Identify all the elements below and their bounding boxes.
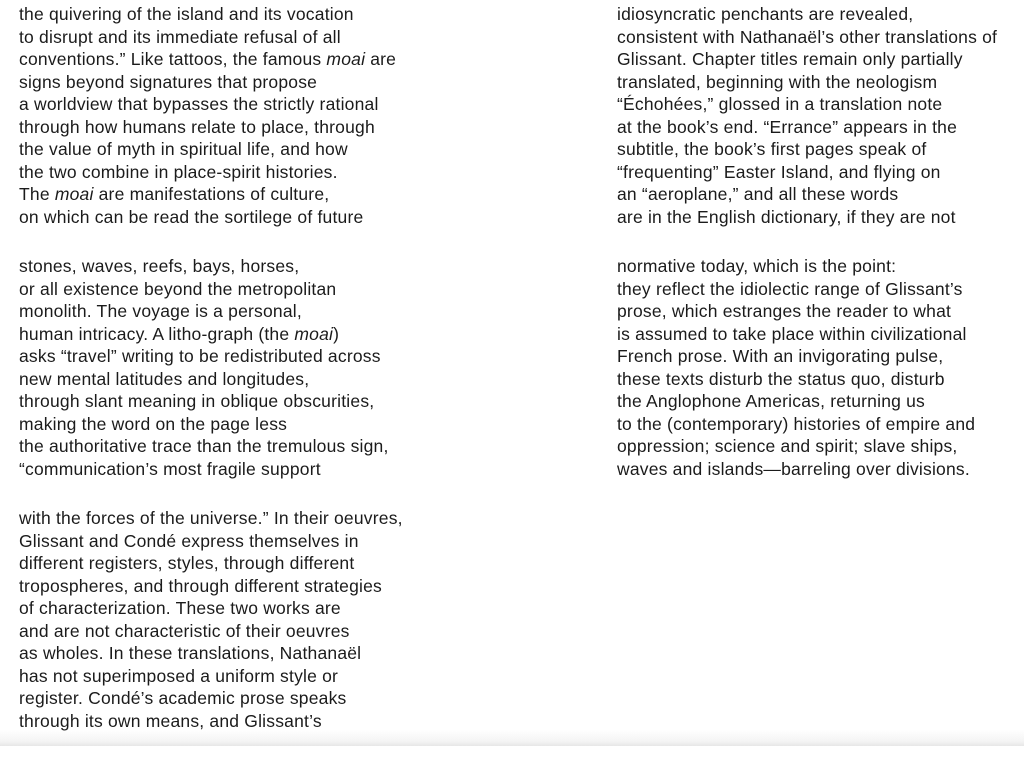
text-segment: the authoritative trace than the tremulous sign, <box>19 436 389 456</box>
text-line <box>19 435 594 458</box>
text-line <box>617 323 1017 346</box>
text-line <box>19 620 594 643</box>
text-segment: the two combine in place-spirit histories. <box>19 161 338 182</box>
text-segment: a worldview that bypasses the strictly rational <box>19 94 379 114</box>
text-line <box>617 161 1017 184</box>
text-line <box>19 161 594 184</box>
text-line <box>19 507 594 530</box>
text-segment: signs beyond signatures that propose <box>19 71 318 92</box>
text-segment: normative today, which is the point: <box>617 256 897 276</box>
text-line <box>19 183 594 206</box>
text-segment: monolith. The voyage is a personal, <box>19 301 302 321</box>
text-line <box>19 323 594 346</box>
stanza <box>19 3 594 228</box>
text-line <box>19 206 594 229</box>
text-column-right <box>617 3 1017 507</box>
text-line <box>617 26 1017 49</box>
text-line <box>19 642 594 665</box>
text-segment: Glissant. Chapter titles remain only partially <box>617 49 963 69</box>
text-line <box>19 278 594 301</box>
text-segment: an “aeroplane,” and all these words <box>617 184 899 204</box>
text-segment: with the forces of the universe.” In their oeuvres, <box>19 508 403 528</box>
stanza <box>19 255 594 480</box>
text-segment: oppression; science and spirit; slave ships, <box>617 436 958 456</box>
text-line <box>19 93 594 116</box>
text-segment: the Anglophone Americas, returning us <box>617 391 926 411</box>
text-line <box>617 116 1017 139</box>
text-segment: making the word on the page less <box>19 413 288 434</box>
text-segment: prose, which estranges the reader to what <box>617 301 952 321</box>
text-line <box>19 552 594 575</box>
text-segment: as wholes. In these translations, Nathanaël <box>19 643 362 663</box>
text-line <box>617 345 1017 368</box>
text-line <box>19 255 594 278</box>
text-segment: tropospheres, and through different strategies <box>19 575 382 596</box>
text-segment: has not superimposed a uniform style or <box>19 665 339 686</box>
text-segment: “frequenting” Easter Island, and flying on <box>617 161 941 182</box>
text-segment: and are not characteristic of their oeuvres <box>19 620 350 641</box>
text-line <box>617 278 1017 301</box>
text-line <box>617 390 1017 413</box>
text-line <box>19 26 594 49</box>
text-segment: on which can be read the sortilege of future <box>19 206 364 227</box>
text-line <box>617 435 1017 458</box>
text-line <box>617 71 1017 94</box>
text-line <box>617 458 1017 481</box>
italic-text-segment: moai <box>294 323 334 344</box>
text-line <box>617 413 1017 436</box>
italic-text-segment: moai <box>326 49 366 69</box>
italic-text-segment: moai <box>54 184 94 204</box>
stanza <box>617 3 1017 228</box>
text-segment: they reflect the idiolectic range of Glissant’s <box>617 278 963 299</box>
text-segment: stones, waves, reefs, bays, horses, <box>19 256 300 276</box>
text-line <box>19 687 594 710</box>
text-segment: the quivering of the island and its vocation <box>19 4 354 24</box>
text-line <box>19 48 594 71</box>
text-line <box>19 390 594 413</box>
text-segment: subtitle, the book’s first pages speak of <box>617 139 927 159</box>
text-segment: Glissant and Condé express themselves in <box>19 530 359 551</box>
text-segment: of characterization. These two works are <box>19 598 341 618</box>
text-segment: new mental latitudes and longitudes, <box>19 368 310 389</box>
text-segment: “communication’s most fragile support <box>19 458 321 479</box>
text-segment: at the book’s end. “Errance” appears in the <box>617 116 958 137</box>
text-line <box>617 300 1017 323</box>
text-line <box>19 530 594 553</box>
text-line <box>19 345 594 368</box>
text-line <box>617 255 1017 278</box>
text-segment: human intricacy. A litho-graph (the <box>19 323 295 344</box>
text-segment: or all existence beyond the metropolitan <box>19 278 337 299</box>
text-segment: ) <box>333 323 340 344</box>
text-segment: consistent with Nathanaël’s other translations of <box>617 26 998 47</box>
text-line <box>617 138 1017 161</box>
text-line <box>19 116 594 139</box>
text-segment: asks “travel” writing to be redistributed across <box>19 346 381 366</box>
text-line <box>19 413 594 436</box>
text-segment: conventions.” Like tattoos, the famous <box>19 49 327 69</box>
text-column-left <box>19 3 594 759</box>
text-line <box>617 368 1017 391</box>
text-segment: idiosyncratic penchants are revealed, <box>617 4 914 24</box>
text-line <box>617 3 1017 26</box>
text-line <box>19 665 594 688</box>
text-segment: the value of myth in spiritual life, and how <box>19 139 348 159</box>
text-segment: waves and islands—barreling over divisions. <box>617 458 970 479</box>
stanza <box>19 507 594 732</box>
text-segment: through how humans relate to place, through <box>19 116 375 137</box>
text-segment: these texts disturb the status quo, disturb <box>617 368 945 389</box>
text-line <box>19 138 594 161</box>
text-segment: register. Condé’s academic prose speaks <box>19 688 347 708</box>
text-segment: translated, beginning with the neologism <box>617 71 938 92</box>
text-segment: through slant meaning in oblique obscurities, <box>19 391 375 411</box>
text-line <box>617 183 1017 206</box>
text-line <box>617 206 1017 229</box>
text-line <box>19 597 594 620</box>
text-segment: different registers, styles, through different <box>19 553 355 573</box>
text-line <box>617 93 1017 116</box>
text-line <box>19 368 594 391</box>
text-segment: The <box>19 184 55 204</box>
text-line <box>19 300 594 323</box>
text-segment: to the (contemporary) histories of empire and <box>617 413 976 434</box>
text-line <box>19 710 594 733</box>
text-line <box>19 458 594 481</box>
text-segment: are manifestations of culture, <box>93 184 330 204</box>
text-segment: is assumed to take place within civilizational <box>617 323 967 344</box>
text-segment: through its own means, and Glissant’s <box>19 710 322 731</box>
text-segment: French prose. With an invigorating pulse, <box>617 346 944 366</box>
text-segment: are <box>365 49 397 69</box>
text-line <box>19 3 594 26</box>
text-line <box>19 71 594 94</box>
text-segment: are in the English dictionary, if they are not <box>617 206 956 227</box>
text-line <box>19 575 594 598</box>
text-line <box>617 48 1017 71</box>
text-segment: to disrupt and its immediate refusal of all <box>19 26 341 47</box>
text-segment: “Échohées,” glossed in a translation note <box>617 94 943 114</box>
stanza <box>617 255 1017 480</box>
